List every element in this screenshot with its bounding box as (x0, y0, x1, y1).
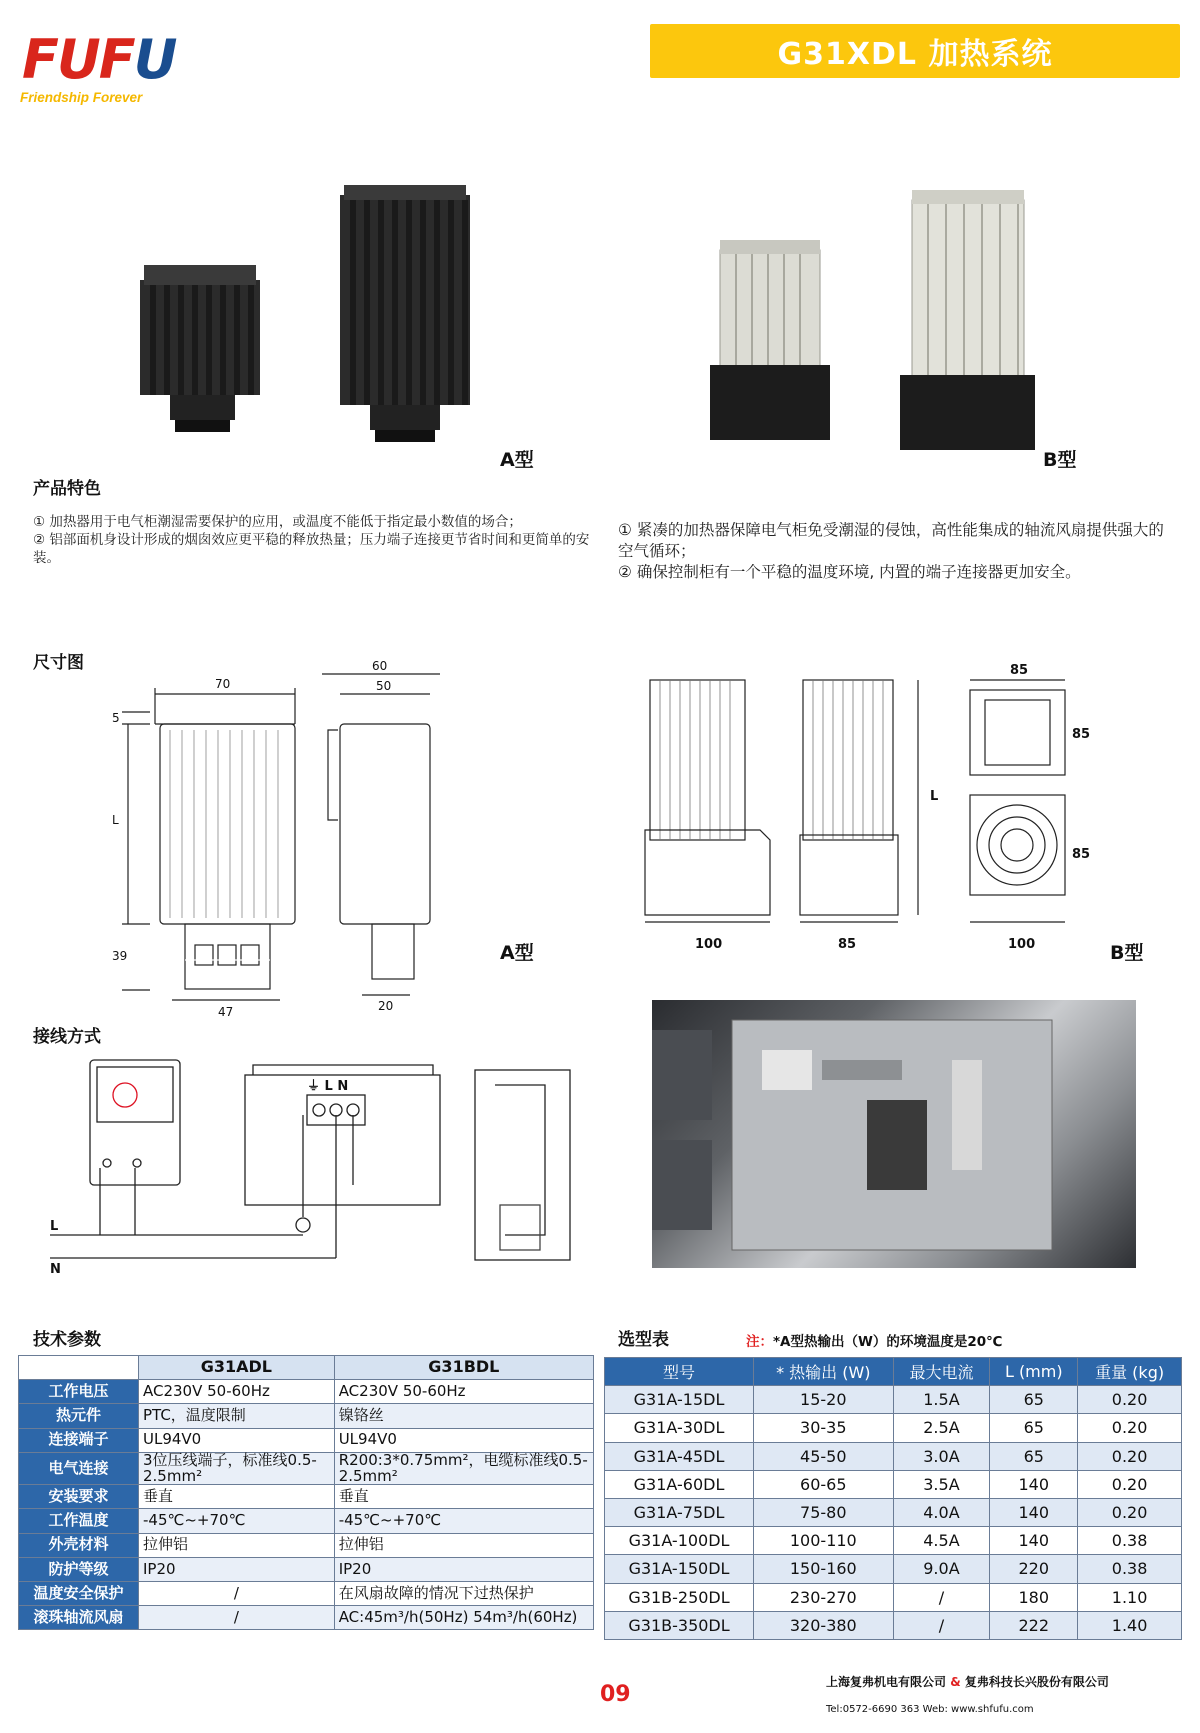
wiring-heading: 接线方式 (33, 1027, 101, 1047)
spec-value-a: 拉伸铝 (139, 1533, 335, 1557)
sel-heat-output: 30-35 (754, 1414, 894, 1442)
sel-length: 140 (990, 1498, 1078, 1526)
dim-a-clip: 20 (378, 999, 394, 1013)
sel-col-length: L (mm) (990, 1358, 1078, 1386)
spec-row (19, 1509, 594, 1533)
spec-value-b: -45℃~+70℃ (334, 1509, 593, 1533)
footer-companies (826, 1673, 1186, 1690)
spec-row (19, 1606, 594, 1630)
spec-value-b: IP20 (334, 1557, 593, 1581)
spec-value-a: IP20 (139, 1557, 335, 1581)
company-amp: & (950, 1675, 961, 1689)
spec-col-blank (19, 1356, 139, 1380)
sel-heat-output: 320-380 (754, 1611, 894, 1639)
spec-label: 外壳材料 (19, 1533, 139, 1557)
sel-model: G31A-45DL (605, 1442, 754, 1470)
spec-value-a: -45℃~+70℃ (139, 1509, 335, 1533)
feature-a-item-1: ① 加热器用于电气柜潮湿需要保护的应用，或温度不能低于指定最小数值的场合； (33, 514, 522, 530)
spec-label: 工作温度 (19, 1509, 139, 1533)
sel-weight: 0.38 (1078, 1527, 1182, 1555)
selection-row (605, 1470, 1182, 1498)
type-b-heater-image (700, 190, 1060, 470)
feature-b-item-1: ① 紧凑的加热器保障电气柜免受潮湿的侵蚀，高性能集成的轴流风扇提供强大的空气循环； (618, 521, 1164, 560)
sel-model: G31A-60DL (605, 1470, 754, 1498)
dim-b-side-width: 85 (838, 937, 857, 952)
sel-heat-output: 75-80 (754, 1498, 894, 1526)
sel-col-weight: 重量 (kg) (1078, 1358, 1182, 1386)
spec-label: 滚珠轴流风扇 (19, 1606, 139, 1630)
sel-max-current: 4.0A (893, 1498, 990, 1526)
sel-heat-output: 100-110 (754, 1527, 894, 1555)
feature-b-item-2: ② 确保控制柜有一个平稳的温度环境, 内置的端子连接器更加安全。 (618, 563, 1081, 581)
spec-label: 防护等级 (19, 1557, 139, 1581)
note-prefix: 注： (746, 1334, 773, 1350)
sel-length: 140 (990, 1470, 1078, 1498)
spec-value-a: 垂直 (139, 1485, 335, 1509)
dim-b-front-width: 100 (695, 937, 723, 952)
spec-value-a: AC230V 50-60Hz (139, 1380, 335, 1404)
company-1: 上海复弗机电有限公司 (826, 1675, 947, 1689)
spec-value-b: UL94V0 (334, 1428, 593, 1452)
spec-value-b: R200:3*0.75mm²，电缆标准线0.5-2.5mm² (334, 1452, 593, 1485)
spec-label: 连接端子 (19, 1428, 139, 1452)
type-a-heater-image (130, 185, 490, 465)
dim-a-terminal-width: 47 (218, 1005, 234, 1019)
spec-value-b: AC:45m³/h(50Hz) 54m³/h(60Hz) (334, 1606, 593, 1630)
sel-length: 180 (990, 1583, 1078, 1611)
spec-col-g31adl: G31ADL (139, 1356, 335, 1380)
spec-row (19, 1485, 594, 1509)
dim-a-bottom: 39 (112, 949, 128, 963)
sel-weight: 0.20 (1078, 1414, 1182, 1442)
page-number: 09 (600, 1682, 631, 1707)
spec-col-g31bdl: G31BDL (334, 1356, 593, 1380)
selection-row (605, 1527, 1182, 1555)
spec-row (19, 1452, 594, 1485)
spec-row (19, 1380, 594, 1404)
type-b-dimension-drawing (640, 660, 1120, 960)
sel-max-current: 9.0A (893, 1555, 990, 1583)
sel-weight: 1.40 (1078, 1611, 1182, 1639)
sel-length: 140 (990, 1527, 1078, 1555)
spec-value-b: 镍铬丝 (334, 1404, 593, 1428)
selection-row (605, 1611, 1182, 1639)
selection-row (605, 1442, 1182, 1470)
spec-label: 工作电压 (19, 1380, 139, 1404)
dim-b-fan-height: 85 (1072, 847, 1091, 862)
installation-photo (652, 1000, 1136, 1268)
sel-model: G31A-100DL (605, 1527, 754, 1555)
spec-row (19, 1428, 594, 1452)
sel-max-current: 4.5A (893, 1527, 990, 1555)
sel-length: 65 (990, 1386, 1078, 1414)
sel-weight: 0.20 (1078, 1442, 1182, 1470)
sel-model: G31A-15DL (605, 1386, 754, 1414)
spec-row (19, 1582, 594, 1606)
sel-max-current: 3.0A (893, 1442, 990, 1470)
sel-weight: 0.20 (1078, 1386, 1182, 1414)
wiring-diagram (45, 1045, 605, 1275)
spec-heading: 技术参数 (33, 1330, 101, 1350)
feature-a-item-2: ② 铝部面机身设计形成的烟囱效应更平稳的释放热量；压力端子连接更节省时间和更简单的安装。 (33, 532, 590, 566)
selection-note (746, 1330, 1003, 1350)
spec-value-a: 3位压线端子，标准线0.5-2.5mm² (139, 1452, 335, 1485)
sel-model: G31A-75DL (605, 1498, 754, 1526)
sel-heat-output: 45-50 (754, 1442, 894, 1470)
selection-row (605, 1414, 1182, 1442)
sel-weight: 0.38 (1078, 1555, 1182, 1583)
sel-max-current: / (893, 1583, 990, 1611)
spec-value-a: PTC，温度限制 (139, 1404, 335, 1428)
sel-model: G31B-350DL (605, 1611, 754, 1639)
sel-length: 222 (990, 1611, 1078, 1639)
spec-label: 热元件 (19, 1404, 139, 1428)
dim-b-fan-width: 100 (1008, 937, 1036, 952)
sel-heat-output: 150-160 (754, 1555, 894, 1583)
dim-b-length: L (930, 789, 939, 804)
sel-max-current: 1.5A (893, 1386, 990, 1414)
selection-table (604, 1357, 1182, 1640)
sel-length: 65 (990, 1442, 1078, 1470)
brand-slogan: Friendship Forever (20, 90, 143, 105)
sel-max-current: 2.5A (893, 1414, 990, 1442)
company-2: 复弗科技长兴股份有限公司 (964, 1675, 1109, 1689)
sel-model: G31A-30DL (605, 1414, 754, 1442)
dim-a-width: 70 (215, 677, 231, 691)
sel-length: 65 (990, 1414, 1078, 1442)
spec-row (19, 1557, 594, 1581)
spec-value-a: / (139, 1606, 335, 1630)
sel-heat-output: 15-20 (754, 1386, 894, 1414)
selection-row (605, 1555, 1182, 1583)
dim-a-length: L (112, 813, 119, 827)
footer-contact: Tel:0572-6690 363 Web: www.shfufu.com (826, 1704, 1034, 1715)
spec-value-b: 垂直 (334, 1485, 593, 1509)
terminal-labels: ⏚ L N (307, 1079, 349, 1094)
spec-row (19, 1404, 594, 1428)
type-b-label: B型 (1043, 449, 1077, 471)
features-a (33, 513, 593, 567)
footer (826, 1673, 1186, 1715)
features-b (618, 520, 1178, 583)
dim-a-top-gap: 5 (112, 711, 120, 725)
line-n-label: N (50, 1262, 61, 1277)
sel-col-heat-output: * 热输出 (W) (754, 1358, 894, 1386)
sel-heat-output: 230-270 (754, 1583, 894, 1611)
selection-row (605, 1386, 1182, 1414)
sel-model: G31B-250DL (605, 1583, 754, 1611)
sel-max-current: / (893, 1611, 990, 1639)
spec-label: 电气连接 (19, 1452, 139, 1485)
spec-value-b: 在风扇故障的情况下过热保护 (334, 1582, 593, 1606)
spec-label: 安装要求 (19, 1485, 139, 1509)
page-title-bar (650, 24, 1180, 78)
sel-length: 220 (990, 1555, 1078, 1583)
spec-row (19, 1533, 594, 1557)
page-title: G31XDL 加热系统 (777, 37, 1053, 72)
sel-col-model: 型号 (605, 1358, 754, 1386)
spec-value-a: UL94V0 (139, 1428, 335, 1452)
selection-row (605, 1498, 1182, 1526)
dimensions-heading: 尺寸图 (33, 653, 84, 673)
sel-col-max-current: 最大电流 (893, 1358, 990, 1386)
spec-header-row (19, 1356, 594, 1380)
selection-header-row (605, 1358, 1182, 1386)
spec-table (18, 1355, 594, 1630)
dim-a-side-inner: 50 (376, 679, 392, 693)
brand-logo (20, 28, 200, 108)
features-heading: 产品特色 (33, 479, 101, 499)
line-l-label: L (50, 1219, 59, 1234)
dim-b-top-width: 85 (1010, 663, 1029, 678)
type-a-dimension-drawing (110, 659, 480, 1019)
selection-row (605, 1583, 1182, 1611)
spec-value-b: 拉伸铝 (334, 1533, 593, 1557)
sel-weight: 1.10 (1078, 1583, 1182, 1611)
dim-b-top-height: 85 (1072, 727, 1091, 742)
sel-max-current: 3.5A (893, 1470, 990, 1498)
dim-type-b-label: B型 (1110, 942, 1144, 964)
brand-name: FUFU (22, 28, 176, 91)
selection-heading: 选型表 (618, 1330, 669, 1350)
type-a-label: A型 (500, 449, 534, 471)
sel-weight: 0.20 (1078, 1498, 1182, 1526)
sel-model: G31A-150DL (605, 1555, 754, 1583)
spec-value-a: / (139, 1582, 335, 1606)
note-text: *A型热输出（W）的环境温度是20℃ (773, 1334, 1003, 1350)
dim-type-a-label: A型 (500, 942, 534, 964)
sel-heat-output: 60-65 (754, 1470, 894, 1498)
sel-weight: 0.20 (1078, 1470, 1182, 1498)
spec-value-b: AC230V 50-60Hz (334, 1380, 593, 1404)
spec-label: 温度安全保护 (19, 1582, 139, 1606)
dim-a-side-outer: 60 (372, 659, 388, 673)
